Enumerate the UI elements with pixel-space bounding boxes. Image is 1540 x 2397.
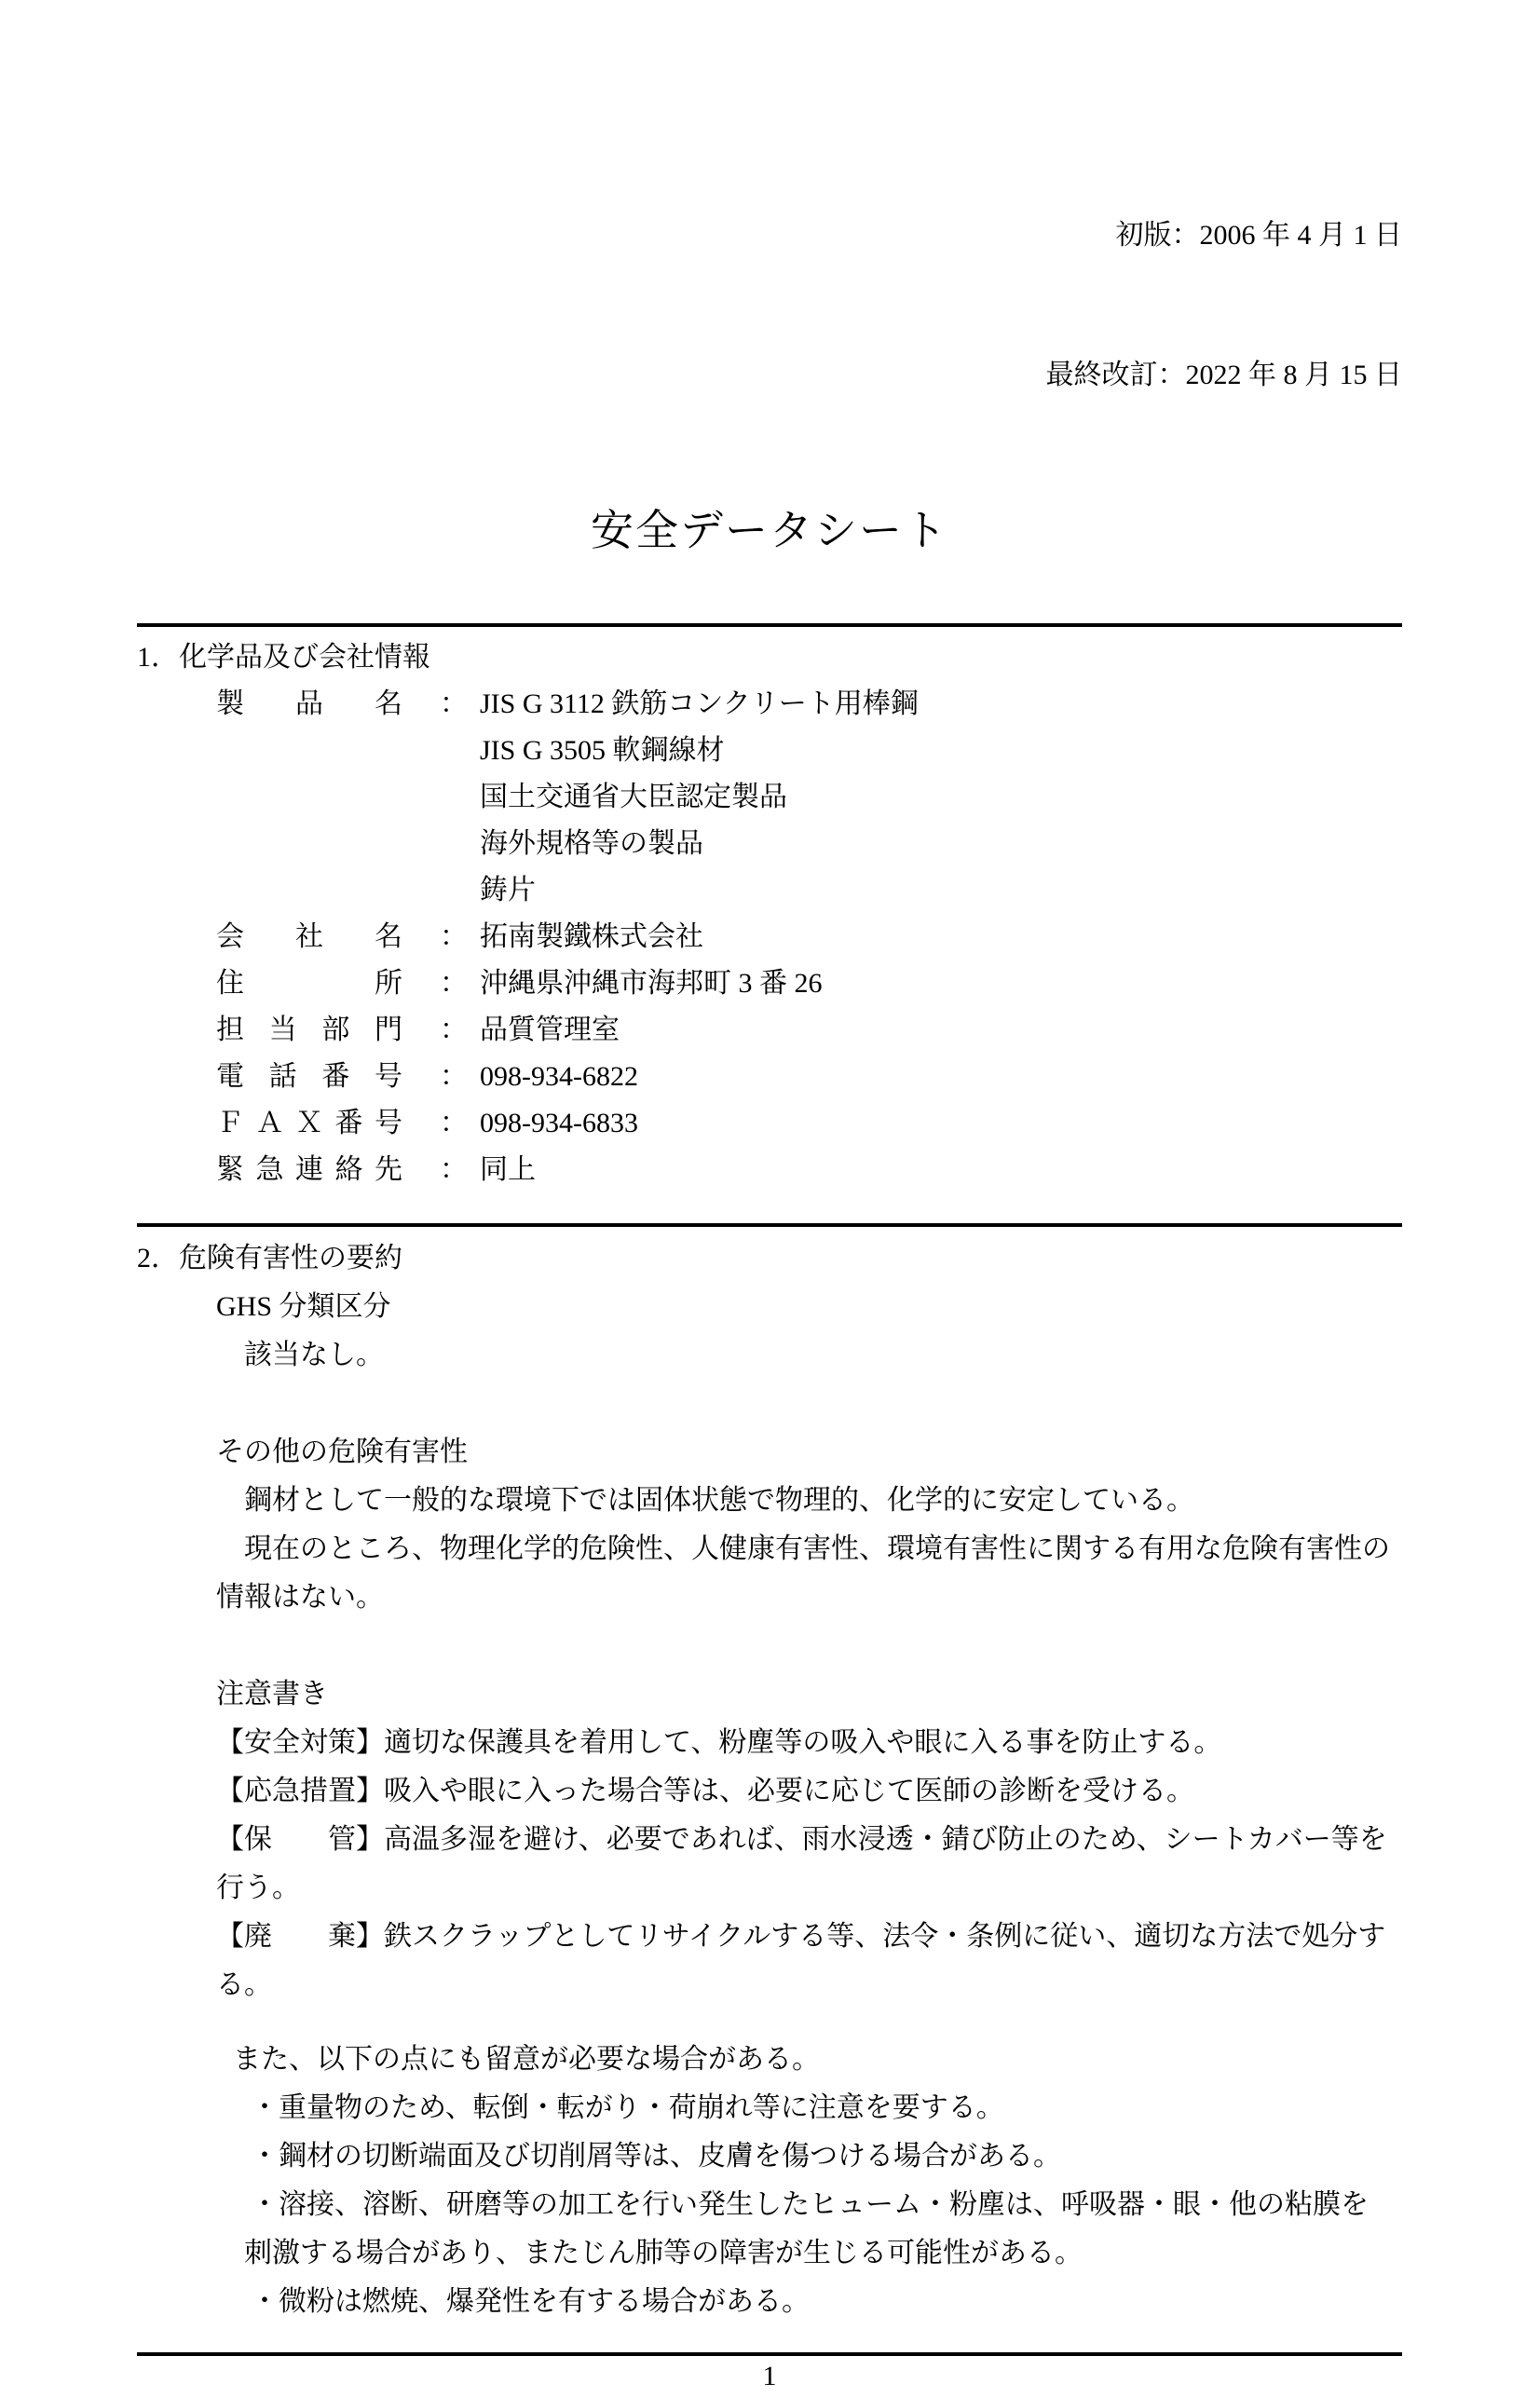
phone-label: 電話番号: [216, 1061, 402, 1092]
address-row: [137, 960, 1402, 1007]
ghs-classification-label: GHS 分類区分: [216, 1291, 391, 1322]
additional-point: ・溶接、溶断、研磨等の加工を行い発生したヒューム・粉塵は、呼吸器・眼・他の粘膜を: [251, 2189, 1369, 2220]
field-colon: ：: [440, 688, 468, 719]
product-name-value: 鋳片: [480, 875, 536, 906]
other-hazards-line: 現在のところ、物理化学的危険性、人健康有害性、環境有害性に関する有用な危険有害性の: [244, 1533, 1390, 1564]
precaution-label: 【安全対策】: [216, 1727, 384, 1758]
field-colon: ：: [440, 1154, 468, 1185]
section2-top-divider: [137, 1223, 1402, 1227]
emergency-contact-row: [137, 1147, 1402, 1193]
product-name-value: JIS G 3112 鉄筋コンクリート用棒鋼: [480, 688, 919, 719]
precaution-text: 適切な保護具を着用して、粉塵等の吸入や眼に入る事を防止する。: [384, 1727, 1222, 1758]
additional-point: ・鋼材の切断端面及び切削屑等は、皮膚を傷つける場合がある。: [251, 2141, 1061, 2172]
document-title: 安全データシート: [591, 507, 948, 554]
additional-note: また、以下の点にも留意が必要な場合がある。: [233, 2044, 820, 2075]
precaution-safety-row: [137, 1719, 1402, 1767]
section1-top-divider: [137, 623, 1402, 627]
additional-point: ・微粉は燃焼、爆発性を有する場合がある。: [251, 2286, 810, 2317]
emergency-contact-label: 緊急連絡先: [216, 1154, 402, 1185]
fax-row: [137, 1100, 1402, 1147]
precautions-heading: 注意書き: [216, 1679, 328, 1709]
first-edition-date: 初版：2006 年 4 月 1 日: [1115, 220, 1402, 251]
field-colon: ：: [440, 1108, 468, 1138]
phone-row: [137, 1054, 1402, 1100]
fax-value: 098-934-6833: [480, 1108, 638, 1138]
fax-label: ＦＡＸ番号: [216, 1108, 402, 1138]
last-revision-date: 最終改訂：2022 年 8 月 15 日: [1045, 360, 1402, 390]
department-row: [137, 1007, 1402, 1054]
department-label: 担当部門: [216, 1015, 402, 1045]
section1-heading: 1．化学品及び会社情報: [137, 642, 430, 673]
page-number: 1: [762, 2361, 777, 2391]
field-colon: ：: [440, 1061, 468, 1092]
precaution-disposal-row: [137, 1913, 1402, 2009]
section2-heading: 2．危険有害性の要約: [137, 1243, 402, 1273]
product-name-value: 国土交通省大臣認定製品: [480, 782, 787, 812]
field-colon: ：: [440, 1015, 468, 1045]
revision-dates: [137, 0, 1402, 492]
other-hazards-heading: その他の危険有害性: [216, 1437, 468, 1467]
precaution-text: 鉄スクラップとしてリサイクルする等、法令・条例に従い、適切な方法で処分する。: [216, 1921, 1386, 2000]
department-value: 品質管理室: [480, 1015, 620, 1045]
product-name-value: JIS G 3505 軟鋼線材: [480, 735, 725, 766]
product-name-label: 製品名: [216, 688, 402, 719]
precaution-firstaid-row: [137, 1767, 1402, 1816]
company-name-value: 拓南製鐵株式会社: [480, 921, 703, 952]
precaution-label: 【廃 棄】: [216, 1921, 384, 1952]
product-name-row: [137, 681, 1402, 728]
phone-value: 098-934-6822: [480, 1061, 638, 1092]
additional-point-continuation: 刺激する場合があり、またじん肺等の障害が生じる可能性がある。: [244, 2238, 1083, 2268]
company-name-label: 会社名: [216, 921, 402, 952]
field-colon: ：: [440, 921, 468, 952]
other-hazards-line: 鋼材として一般的な環境下では固体状態で物理的、化学的に安定している。: [244, 1485, 1194, 1516]
emergency-contact-value: 同上: [480, 1154, 536, 1185]
address-label: 住所: [216, 968, 402, 999]
address-value: 沖縄県沖縄市海邦町 3 番 26: [480, 968, 823, 999]
company-name-row: [137, 914, 1402, 960]
precaution-text: 高温多湿を避け、必要であれば、雨水浸透・錆び防止のため、シートカバー等を行う。: [216, 1824, 1387, 1903]
field-colon: ：: [440, 968, 468, 999]
precaution-label: 【応急措置】: [216, 1776, 384, 1806]
precaution-storage-row: [137, 1816, 1402, 1913]
product-name-value: 海外規格等の製品: [480, 828, 703, 859]
additional-point: ・重量物のため、転倒・転がり・荷崩れ等に注意を要する。: [251, 2092, 1004, 2123]
ghs-classification-value: 該当なし。: [244, 1340, 384, 1370]
precaution-label: 【保 管】: [216, 1824, 384, 1855]
other-hazards-line: 情報はない。: [216, 1582, 384, 1613]
precaution-text: 吸入や眼に入った場合等は、必要に応じて医師の診断を受ける。: [384, 1776, 1194, 1806]
